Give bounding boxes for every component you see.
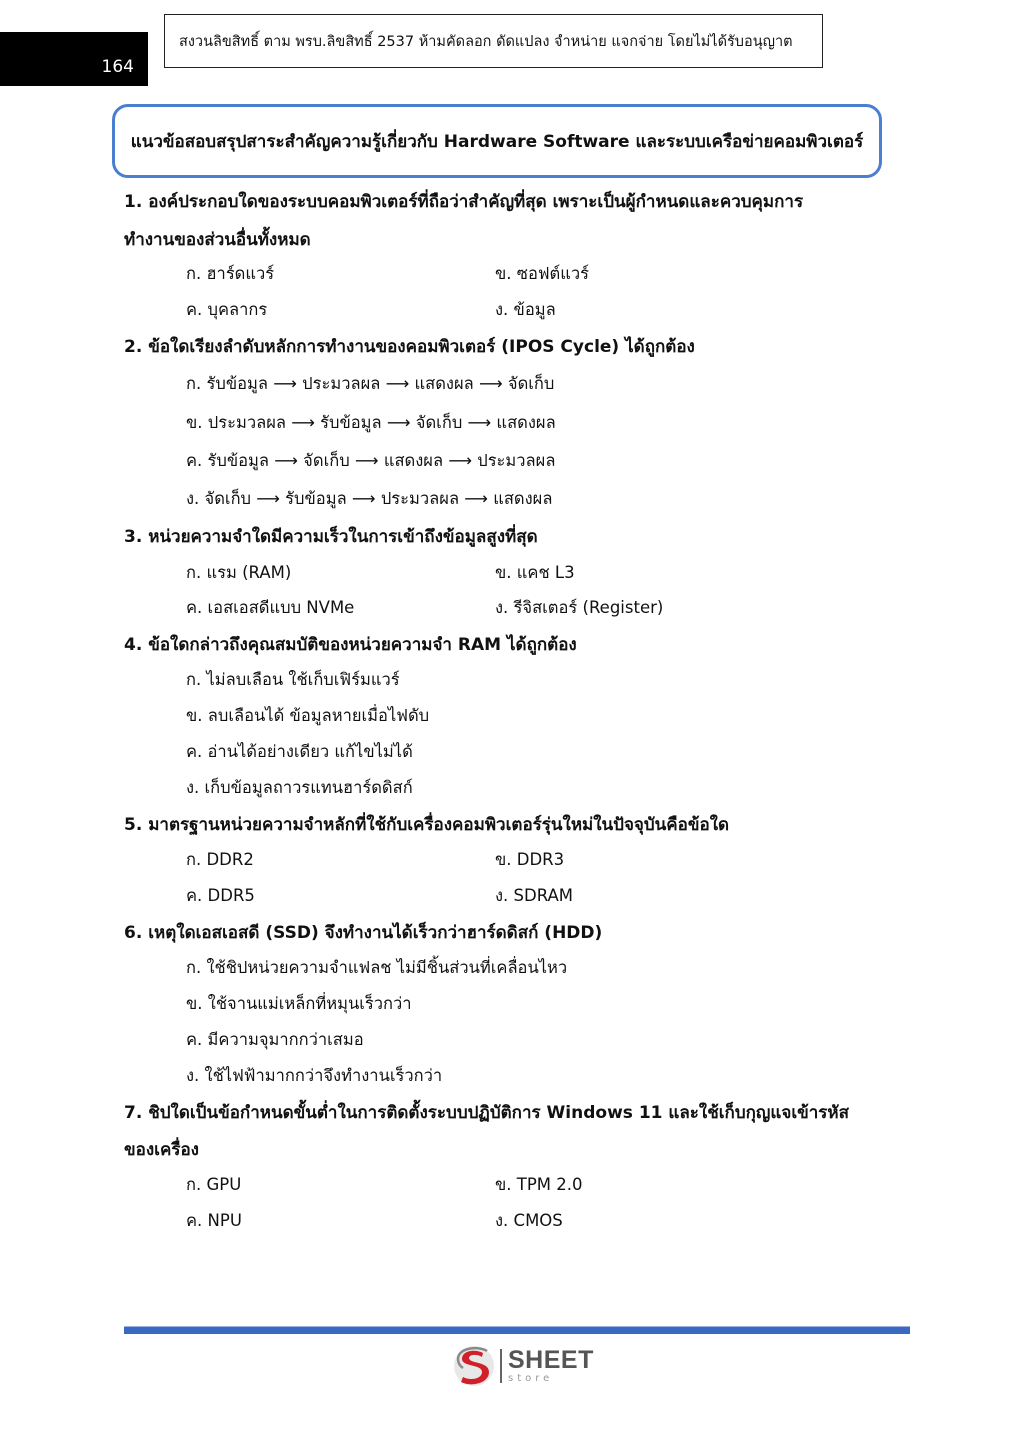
- q7-option-c: ค. NPU: [186, 1211, 242, 1230]
- q2-option-b: ข. ประมวลผล ⟶ รับข้อมูล ⟶ จัดเก็บ ⟶ แสดงผล: [186, 413, 556, 432]
- q7-option-b: ข. TPM 2.0: [495, 1175, 583, 1194]
- question-2-line-1: 2. ข้อใดเรียงลำดับหลักการทำงานของคอมพิวเตอร์ (IPOS Cycle) ได้ถูกต้อง: [124, 337, 695, 357]
- q4-option-d: ง. เก็บข้อมูลถาวรแทนฮาร์ดดิสก์: [186, 778, 413, 797]
- q1-option-a: ก. ฮาร์ดแวร์: [186, 264, 275, 283]
- q4-option-c: ค. อ่านได้อย่างเดียว แก้ไขไม่ได้: [186, 742, 413, 761]
- q3-option-d: ง. รีจิสเตอร์ (Register): [495, 598, 664, 617]
- footer-rule: [124, 1326, 910, 1334]
- q6-option-d: ง. ใช้ไฟฟ้ามากกว่าจึงทำงานเร็วกว่า: [186, 1066, 443, 1085]
- q6-option-a: ก. ใช้ชิปหน่วยความจำแฟลช ไม่มีชิ้นส่วนที่เคลื่อนไหว: [186, 958, 568, 977]
- q6-option-c: ค. มีความจุมากกว่าเสมอ: [186, 1030, 364, 1049]
- question-3-line-1: 3. หน่วยความจำใดมีความเร็วในการเข้าถึงข้อมูลสูงที่สุด: [124, 527, 538, 547]
- logo-subtext: store: [508, 1373, 554, 1384]
- q1-option-c: ค. บุคลากร: [186, 300, 268, 319]
- logo-word: SHEET: [508, 1346, 594, 1374]
- q7-option-d: ง. CMOS: [495, 1211, 563, 1230]
- question-7-line-2: ของเครื่อง: [124, 1140, 199, 1160]
- question-7-line-1: 7. ชิปใดเป็นข้อกำหนดขั้นต่ำในการติดตั้งระบบปฏิบัติการ Windows 11 และใช้เก็บกุญแจเข้ารหัส: [124, 1103, 850, 1123]
- question-4-line-1: 4. ข้อใดกล่าวถึงคุณสมบัติของหน่วยความจำ RAM ได้ถูกต้อง: [124, 635, 577, 655]
- question-1-line-2: ทำงานของส่วนอื่นทั้งหมด: [124, 230, 311, 250]
- question-5-line-1: 5. มาตรฐานหน่วยความจำหลักที่ใช้กับเครื่องคอมพิวเตอร์รุ่นใหม่ในปัจจุบันคือข้อใด: [124, 815, 730, 835]
- q4-option-a: ก. ไม่ลบเลือน ใช้เก็บเฟิร์มแวร์: [186, 670, 400, 689]
- q5-option-c: ค. DDR5: [186, 886, 255, 905]
- q2-option-d: ง. จัดเก็บ ⟶ รับข้อมูล ⟶ ประมวลผล ⟶ แสดงผล: [186, 489, 553, 508]
- sheet-store-s-icon: [452, 1344, 496, 1388]
- question-1-line-1: 1. องค์ประกอบใดของระบบคอมพิวเตอร์ที่ถือว่าสำคัญที่สุด เพราะเป็นผู้กำหนดและควบคุมการ: [124, 192, 804, 212]
- copyright-notice: สงวนลิขสิทธิ์ ตาม พรบ.ลิขสิทธิ์ 2537 ห้ามคัดลอก ดัดแปลง จำหน่าย แจกจ่าย โดยไม่ได้รับอนุญาต: [164, 14, 823, 68]
- logo-text: [508, 1348, 594, 1384]
- q3-option-a: ก. แรม (RAM): [186, 563, 292, 582]
- question-6-line-1: 6. เหตุใดเอสเอสดี (SSD) จึงทำงานได้เร็วกว่าฮาร์ดดิสก์ (HDD): [124, 923, 603, 943]
- q7-option-a: ก. GPU: [186, 1175, 242, 1194]
- section-title-box: [112, 104, 882, 178]
- q3-option-c: ค. เอสเอสดีแบบ NVMe: [186, 598, 355, 617]
- logo-separator: [500, 1349, 502, 1383]
- q2-option-a: ก. รับข้อมูล ⟶ ประมวลผล ⟶ แสดงผล ⟶ จัดเก็บ: [186, 374, 555, 393]
- q5-option-a: ก. DDR2: [186, 850, 254, 869]
- page-number: 164: [0, 32, 148, 86]
- q2-option-c: ค. รับข้อมูล ⟶ จัดเก็บ ⟶ แสดงผล ⟶ ประมวลผล: [186, 451, 556, 470]
- q1-option-b: ข. ซอฟต์แวร์: [495, 264, 590, 283]
- section-title: แนวข้อสอบสรุปสาระสำคัญความรู้เกี่ยวกับ Hardware Software และระบบเครือข่ายคอมพิวเตอร์: [130, 131, 864, 152]
- q3-option-b: ข. แคช L3: [495, 563, 575, 582]
- sheet-store-logo: [452, 1344, 594, 1388]
- q5-option-b: ข. DDR3: [495, 850, 565, 869]
- q4-option-b: ข. ลบเลือนได้ ข้อมูลหายเมื่อไฟดับ: [186, 706, 430, 725]
- q1-option-d: ง. ข้อมูล: [495, 300, 556, 319]
- q6-option-b: ข. ใช้จานแม่เหล็กที่หมุนเร็วกว่า: [186, 994, 412, 1013]
- q5-option-d: ง. SDRAM: [495, 886, 574, 905]
